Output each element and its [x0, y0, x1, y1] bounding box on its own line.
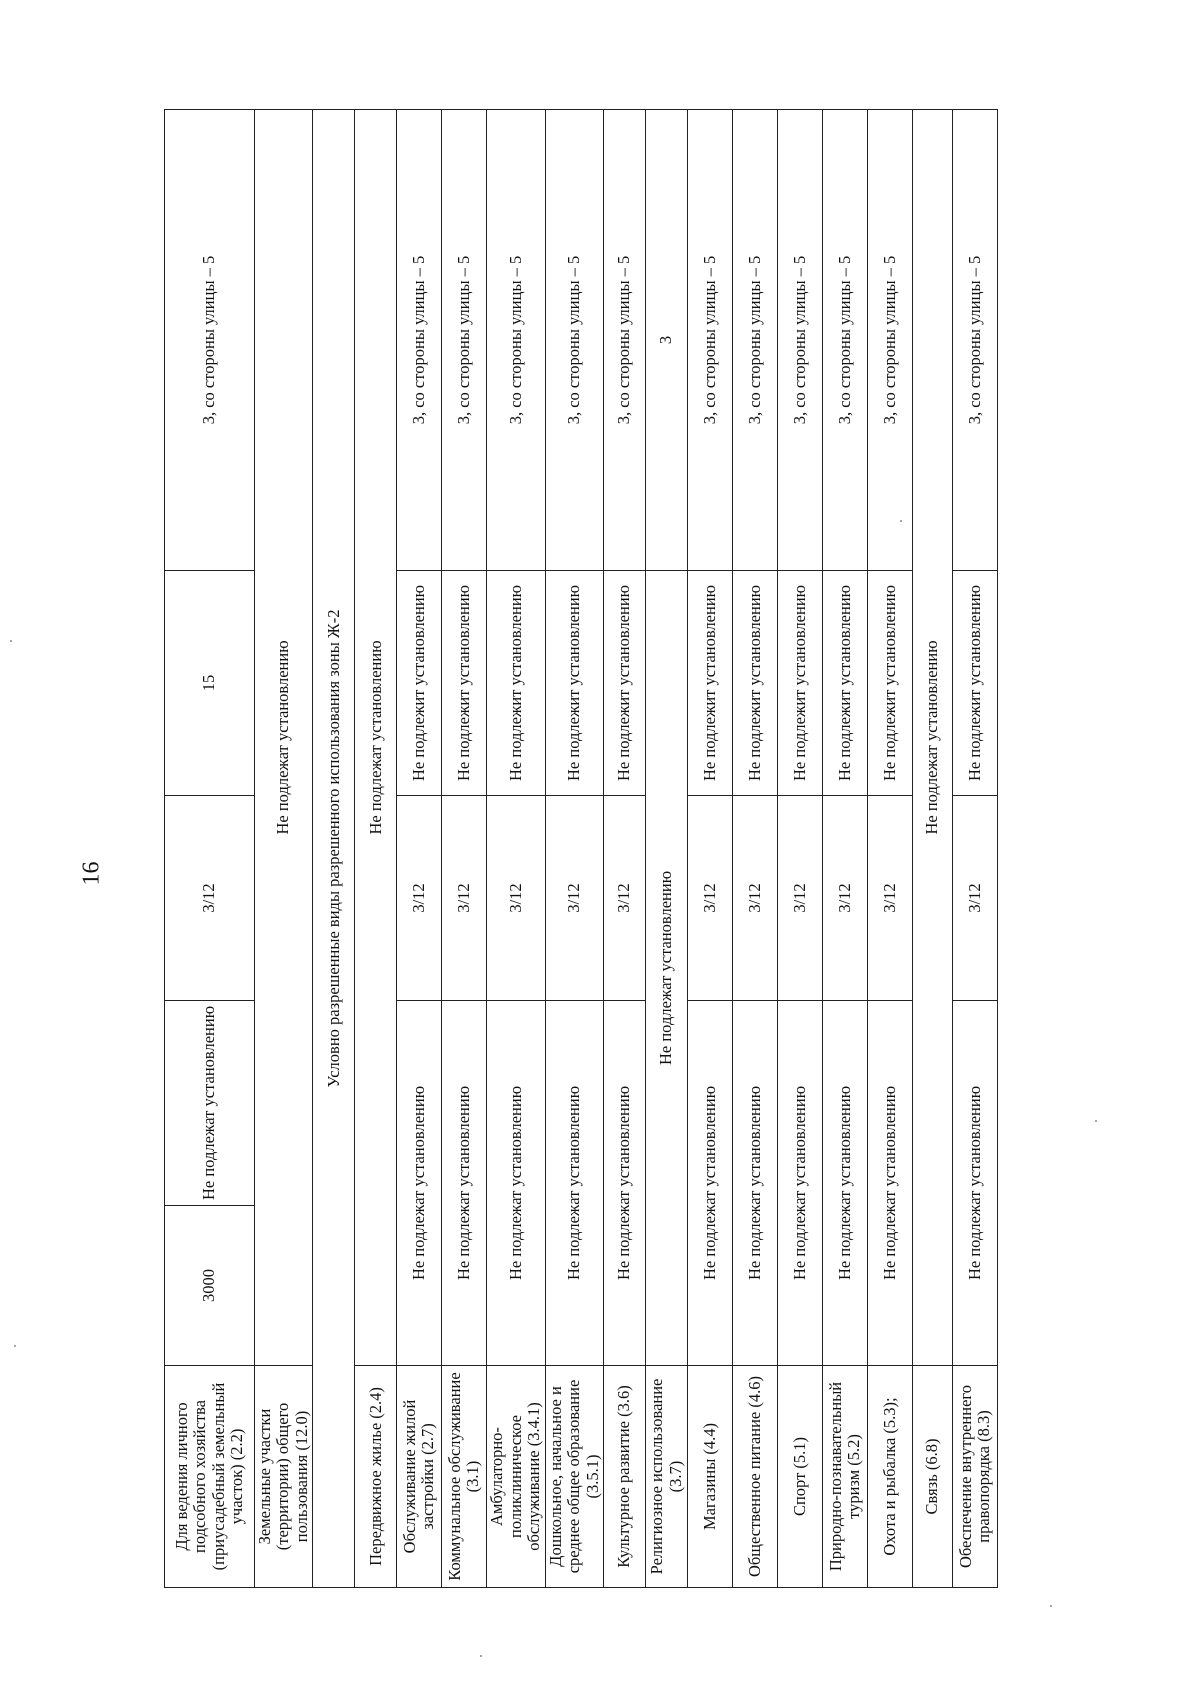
table-row [255, 110, 313, 1588]
merged-value-cell: Не подлежат установлению [646, 571, 688, 1366]
value-cell: 3/12 [778, 796, 823, 1001]
value-cell: 3/12 [733, 796, 778, 1001]
value-cell: 3, со стороны улицы – 5 [688, 110, 733, 571]
value-cell: Не подлежат установлению [442, 1001, 487, 1366]
value-cell: 3/12 [487, 796, 545, 1001]
value-cell: 3/12 [688, 796, 733, 1001]
value-cell: Не подлежит установлению [778, 571, 823, 796]
use-type-cell: Амбулаторно-поликлиническое обслуживание (3.4.1) [487, 1366, 545, 1588]
value-cell: 3/12 [604, 796, 646, 1001]
table-row [778, 110, 823, 1588]
use-type-cell: Для ведения личного подсобного хозяйства (приусадебный земельный участок) (2.2) [165, 1366, 255, 1588]
value-cell: 3, со стороны улицы – 5 [733, 110, 778, 571]
table-row [604, 110, 646, 1588]
value-cell: 3/12 [868, 796, 913, 1001]
use-type-cell: Культурное развитие (3.6) [604, 1366, 646, 1588]
use-type-cell: Обеспечение внутреннего правопорядка (8.3) [953, 1366, 998, 1588]
section-heading: Условно разрешенные виды разрешенного использования зоны Ж-2 [313, 110, 355, 1588]
use-type-cell: Коммунальное обслуживание (3.1) [442, 1366, 487, 1588]
table-row [545, 110, 603, 1588]
table-row [442, 110, 487, 1588]
use-type-cell: Передвижное жилье (2.4) [355, 1366, 397, 1588]
value-cell: Не подлежат установлению [823, 1001, 868, 1366]
table-row [953, 110, 998, 1588]
zoning-table [164, 109, 998, 1588]
value-cell: 3000 [165, 1206, 255, 1366]
table-row [487, 110, 545, 1588]
use-type-cell: Охота и рыбалка (5.3); [868, 1366, 913, 1588]
value-cell: 3/12 [953, 796, 998, 1001]
table-row [313, 110, 355, 1588]
value-cell: Не подлежит установлению [397, 571, 442, 796]
value-cell: Не подлежит установлению [442, 571, 487, 796]
value-cell: Не подлежит установлению [487, 571, 545, 796]
page-number: 16 [78, 861, 105, 886]
use-type-cell: Природно-познавательный туризм (5.2) [823, 1366, 868, 1588]
value-cell: Не подлежит установлению [688, 571, 733, 796]
merged-value-cell: Не подлежат установлению [255, 110, 313, 1366]
value-cell: Не подлежат установлению [165, 1001, 255, 1206]
value-cell: 3/12 [165, 796, 255, 1001]
table-row [823, 110, 868, 1588]
value-cell: 3/12 [442, 796, 487, 1001]
value-cell: Не подлежит установлению [733, 571, 778, 796]
table-row [355, 110, 397, 1588]
value-cell: 15 [165, 571, 255, 796]
value-cell: Не подлежат установлению [688, 1001, 733, 1366]
value-cell: 3, со стороны улицы – 5 [823, 110, 868, 571]
value-cell: 3, со стороны улицы – 5 [165, 110, 255, 571]
value-cell: 3/12 [397, 796, 442, 1001]
value-cell: 3, со стороны улицы – 5 [778, 110, 823, 571]
value-cell: Не подлежат установлению [868, 1001, 913, 1366]
use-type-cell: Магазины (4.4) [688, 1366, 733, 1588]
value-cell: Не подлежат установлению [487, 1001, 545, 1366]
rotated-table-container [164, 110, 994, 1588]
table-row [397, 110, 442, 1588]
merged-value-cell: Не подлежат установлению [355, 110, 397, 1366]
table-row [913, 110, 953, 1588]
table-row [165, 110, 255, 1588]
table-row [688, 110, 733, 1588]
use-type-cell: Дошкольное, начальное и среднее общее образование (3.5.1) [545, 1366, 603, 1588]
use-type-cell: Религиозное использование (3.7) [646, 1366, 688, 1588]
value-cell: Не подлежат установлению [733, 1001, 778, 1366]
value-cell: Не подлежит установлению [868, 571, 913, 796]
use-type-cell: Связь (6.8) [913, 1366, 953, 1588]
table-row [733, 110, 778, 1588]
value-cell: Не подлежат установлению [604, 1001, 646, 1366]
use-type-cell: Обслуживание жилой застройки (2.7) [397, 1366, 442, 1588]
value-cell: 3, со стороны улицы – 5 [545, 110, 603, 571]
value-cell: 3, со стороны улицы – 5 [604, 110, 646, 571]
value-cell: 3, со стороны улицы – 5 [953, 110, 998, 571]
value-cell: 3 [646, 110, 688, 571]
value-cell: Не подлежат установлению [953, 1001, 998, 1366]
value-cell: 3, со стороны улицы – 5 [487, 110, 545, 571]
use-type-cell: Спорт (5.1) [778, 1366, 823, 1588]
table-row [868, 110, 913, 1588]
value-cell: Не подлежит установлению [604, 571, 646, 796]
value-cell: 3, со стороны улицы – 5 [397, 110, 442, 571]
value-cell: 3, со стороны улицы – 5 [868, 110, 913, 571]
value-cell: Не подлежат установлению [778, 1001, 823, 1366]
use-type-cell: Земельные участки (территории) общего пользования (12.0) [255, 1366, 313, 1588]
table-row [646, 110, 688, 1588]
value-cell: 3/12 [823, 796, 868, 1001]
merged-value-cell: Не подлежат установлению [913, 110, 953, 1366]
value-cell: 3, со стороны улицы – 5 [442, 110, 487, 571]
value-cell: Не подлежит установлению [545, 571, 603, 796]
use-type-cell: Общественное питание (4.6) [733, 1366, 778, 1588]
value-cell: Не подлежит установлению [823, 571, 868, 796]
value-cell: Не подлежат установлению [545, 1001, 603, 1366]
value-cell: Не подлежит установлению [953, 571, 998, 796]
value-cell: 3/12 [545, 796, 603, 1001]
value-cell: Не подлежат установлению [397, 1001, 442, 1366]
